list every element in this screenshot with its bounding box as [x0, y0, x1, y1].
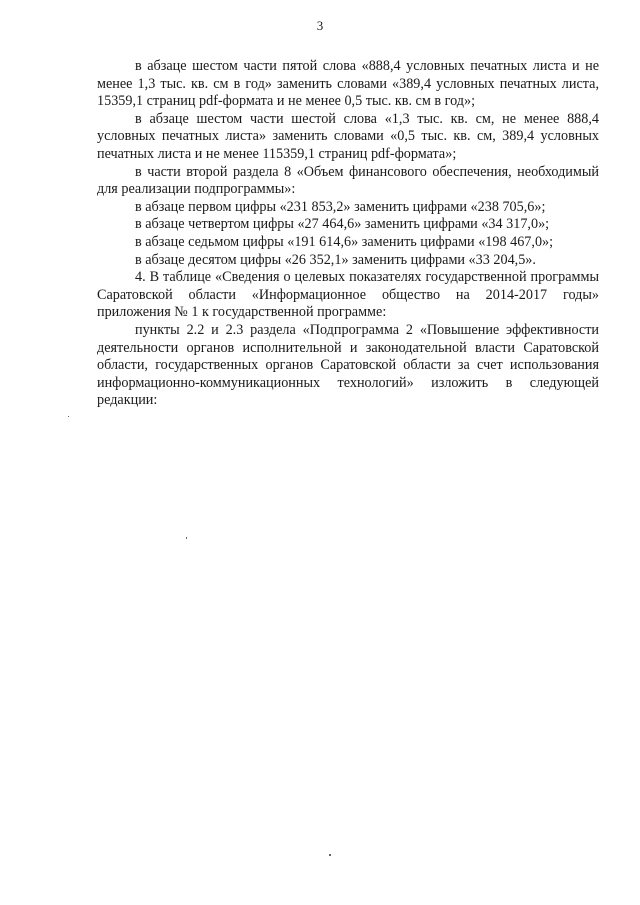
paragraph-item-4-table: 4. В таблице «Сведения о целевых показателях государственной программы Саратовской области «Информационное общество на 2014-2017 годы» приложения № 1 к государственной программе:: [97, 269, 599, 321]
paragraph-section5-amendment: в абзаце шестом части пятой слова «888,4 условных печатных листа и не менее 1,3 тыс. кв. см в год» заменить словами «389,4 условных печатных листа, 15359,1 страниц pdf-формата и не менее 0,5 тыс. кв. см в год»;: [97, 58, 599, 110]
paragraph-section8-intro: в части второй раздела 8 «Объем финансового обеспечения, необходимый для реализации подпрограммы»:: [97, 163, 599, 198]
paragraph-figure-change-2: в абзаце четвертом цифры «27 464,6» заменить цифрами «34 317,0»;: [135, 216, 550, 233]
paragraph-figure-change-3: в абзаце седьмом цифры «191 614,6» заменить цифрами «198 467,0»;: [135, 233, 554, 250]
scan-speck: [329, 854, 331, 856]
paragraph-figure-change-1: в абзаце первом цифры «231 853,2» заменить цифрами «238 705,6»;: [135, 198, 546, 215]
document-body: [97, 58, 599, 410]
scan-speck: [186, 537, 187, 539]
scan-speck: [68, 416, 69, 417]
paragraph-section6-amendment: в абзаце шестом части шестой слова «1,3 тыс. кв. см, не менее 888,4 условных печатных листа» заменить словами «0,5 тыс. кв. см, 389,4 условных печатных листа и не менее 115359,1 страниц pdf-формата»;: [97, 110, 599, 162]
paragraph-subprogram-2-items: пункты 2.2 и 2.3 раздела «Подпрограмма 2 «Повышение эффективности деятельности органов исполнительной и законодательной власти Саратовской области, государственных органов Саратовской области за счет использования информационно-коммуникационных технологий» изложить в следующей редакции:: [97, 321, 599, 409]
paragraph-figure-change-4: в абзаце десятом цифры «26 352,1» заменить цифрами «33 204,5».: [135, 251, 536, 268]
page-number: 3: [316, 18, 324, 33]
